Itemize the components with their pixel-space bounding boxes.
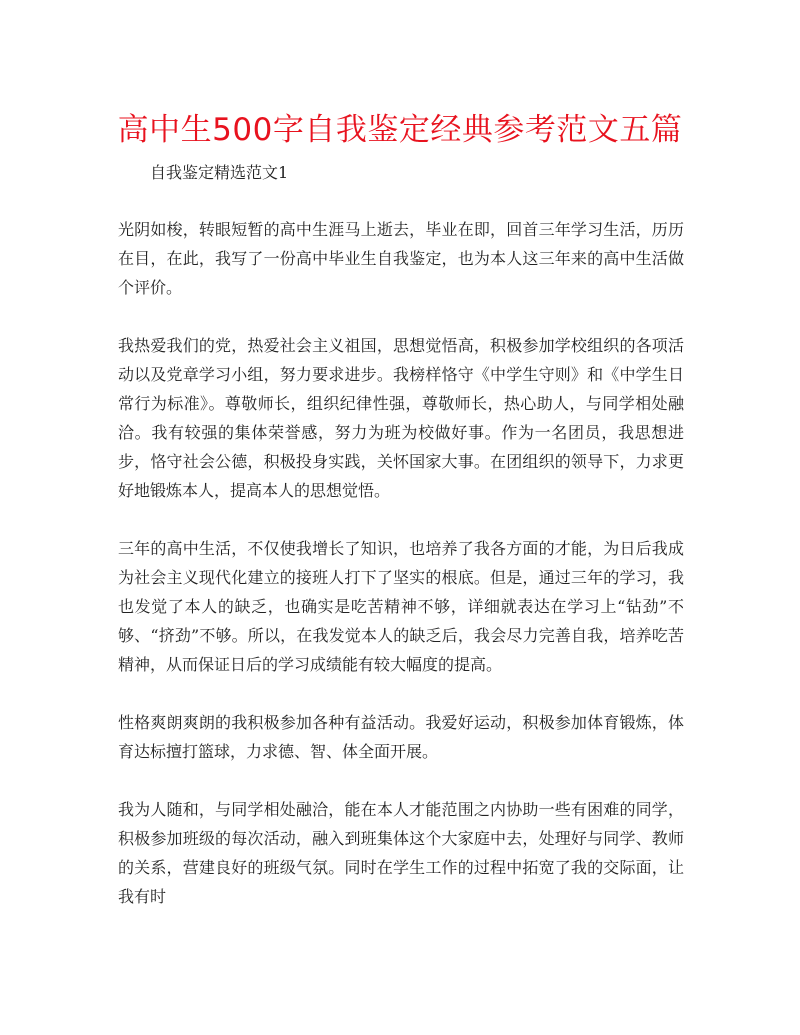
paragraph-5: 我为人随和，与同学相处融洽，能在本人才能范围之内协助一些有困难的同学，积极参加班级的每次活动，融入到班集体这个大家庭中去，处理好与同学、教师的关系，营建良好的班级气氛。同时在学生工作的过程中拓宽了我的交际面，让我有时 (118, 800, 684, 906)
paragraph-3: 三年的高中生活，不仅使我增长了知识，也培养了我各方面的才能，为日后我成为社会主义现代化建立的接班人打下了坚实的根底。但是，通过三年的学习，我也发觉了本人的缺乏，也确实是吃苦精神不够，详细就表达在学习上“钻劲”不够、“挤劲”不够。所以，在我发觉本人的缺乏后，我会尽力完善自我，培养吃苦精神，从而保证日后的学习成绩能有较大幅度的提高。 (118, 539, 684, 674)
paragraph-2: 我热爱我们的党，热爱社会主义祖国，思想觉悟高，积极参加学校组织的各项活动以及党章学习小组，努力要求进步。我榜样恪守《中学生守则》和《中学生日常行为标准》。尊敬师长，组织纪律性强，尊敬师长，热心助人，与同学相处融洽。我有较强的集体荣誉感，努力为班为校做好事。作为一名团员，我思想进步，恪守社会公德，积极投身实践，关怀国家大事。在团组织的领导下，力求更好地锻炼本人，提高本人的思想觉悟。 (118, 336, 684, 500)
document-subtitle: 自我鉴定精选范文1 (150, 163, 289, 182)
document-title: 高中生500字自我鉴定经典参考范文五篇 (117, 112, 683, 148)
paragraph-4: 性格爽朗爽朗的我积极参加各种有益活动。我爱好运动，积极参加体育锻炼，体育达标擅打篮球，力求德、智、体全面开展。 (118, 713, 684, 761)
paragraph-1: 光阴如梭，转眼短暂的高中生涯马上逝去，毕业在即，回首三年学习生活，历历在目，在此，我写了一份高中毕业生自我鉴定，也为本人这三年来的高中生活做个评价。 (118, 220, 684, 297)
document-body (118, 215, 684, 940)
